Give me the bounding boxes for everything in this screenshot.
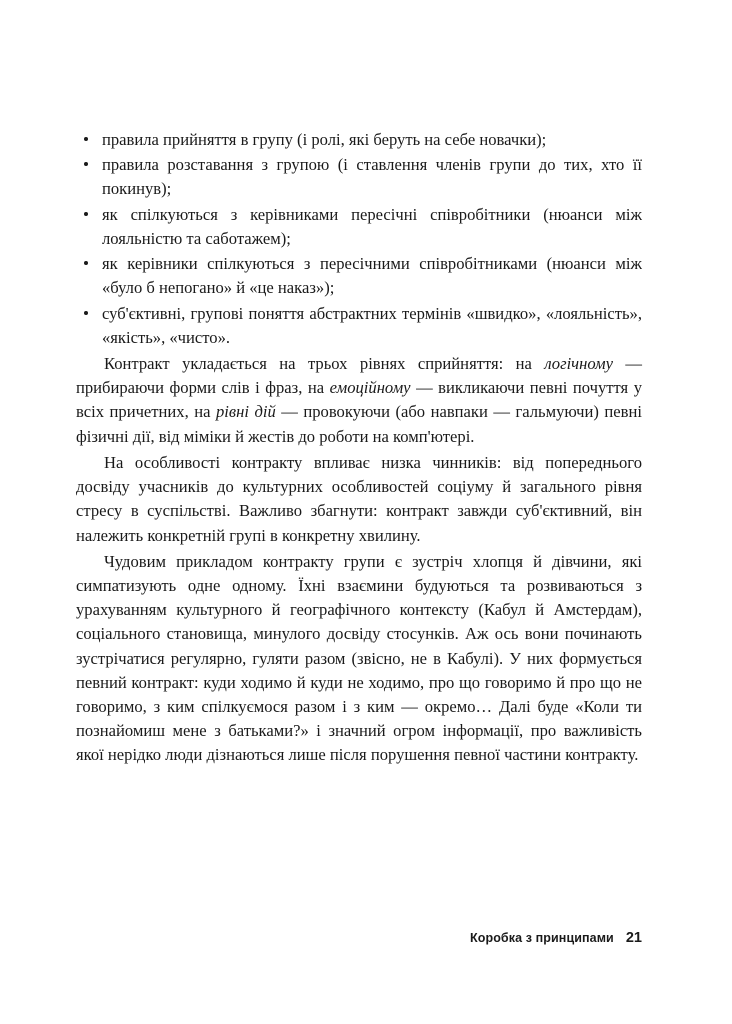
emphasis-action-level: рівні дій [215, 402, 276, 422]
list-item [76, 128, 642, 152]
list-item [76, 302, 642, 350]
list-item [76, 203, 642, 251]
paragraph-contract-factors: На особливості контракту впливає низка чинників: від попереднього досвіду учасників до культурних особливостей соціуму й загального рівня стресу в суспільстві. Важливо збагнути: контракт завжди суб'єктивний, він належить конкретній групі в конкретну хвилину. [76, 452, 642, 545]
emphasis-logical: логічному [544, 353, 613, 373]
list-item-text: як керівники спілкуються з пересічними співробітниками (нюанси між «було б непогано» й «це наказ»); [102, 254, 642, 298]
bullet-dot-icon [84, 311, 88, 315]
paragraph-text-part: — провокуючи (або навпаки — гальмуючи) певні фізичні дії, від міміки й жестів до роботи на комп'ютері. [76, 402, 642, 446]
list-item [76, 252, 642, 300]
page-footer [76, 930, 642, 946]
paragraph-group-contract-example: Чудовим прикладом контракту групи є зустріч хлопця й дівчини, які симпатизують одне одному. Їхні взаємини будуються та розвиваються з урахуванням культурного й географічного контексту (Кабул й Амстердам), соціального становища, минулого досвіду стосунків. Аж ось вони починають зустрічатися регулярно, гуляти разом (звісно, не в Кабулі). У них формується певний контракт: куди ходимо й куди не ходимо, про що говоримо й про що не говоримо, з ким спілкуємося разом і з ким — окремо… Далі буде «Коли ти познайомиш мене з батьками?» і значний огром інформації, про важливість якої нерідко люди дізнаються лише після порушення певної частини контракту. [76, 551, 642, 765]
bullet-list [76, 128, 642, 350]
list-item-text: як спілкуються з керівниками пересічні співробітники (нюанси між лояльністю та саботажем); [102, 204, 642, 248]
bullet-dot-icon [84, 162, 88, 166]
paragraph-text-part: — прибираючи форми слів і фраз, на [76, 353, 642, 398]
list-item-text: правила розставання з групою (і ставлення членів групи до тих, хто її покинув); [102, 155, 642, 199]
list-item-text: правила прийняття в групу (і ролі, які беруть на себе новачки); [102, 130, 547, 149]
footer-chapter-title: Коробка з принципами [470, 931, 614, 945]
bullet-dot-icon [84, 212, 88, 216]
bullet-dot-icon [84, 137, 88, 141]
paragraph-text-part: Контракт укладається на трьох рівнях сприйняття: на [104, 353, 545, 373]
list-item [76, 153, 642, 201]
bullet-dot-icon [84, 261, 88, 265]
paragraph-text-part: — викликаючи певні почуття у всіх причетних, на [76, 378, 642, 422]
page-number: 21 [625, 930, 642, 946]
list-item-text: суб'єктивні, групові поняття абстрактних термінів «швидко», «лояльність», «якість», «чисто». [102, 303, 642, 347]
emphasis-emotional: емоційному [329, 378, 411, 398]
paragraph-contract-levels [76, 352, 642, 449]
